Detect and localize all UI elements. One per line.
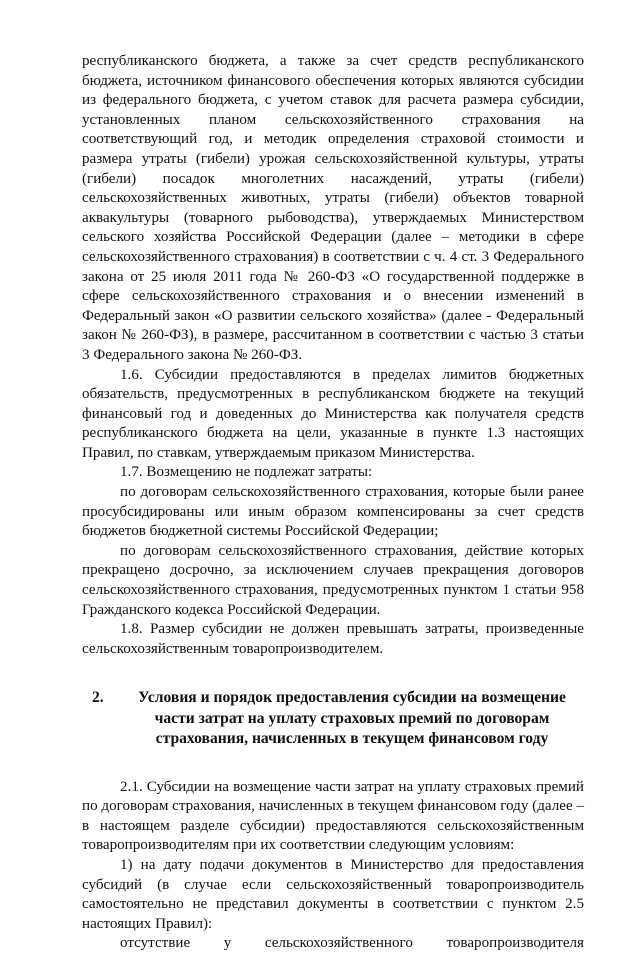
document-page xyxy=(82,52,584,954)
paragraph-1-7-item-1: по договорам сельскохозяйственного страхования, которые были ранее просубсидированы или иным образом компенсированы за счет средств бюджетов бюджетной системы Российской Федерации; xyxy=(82,484,584,540)
section-title: Условия и порядок предоставления субсидии на возмещение части затрат на уплату страховых премий по договорам страхования, начисленных в текущем финансовом году xyxy=(138,689,566,748)
paragraph-2-1: 2.1. Субсидии на возмещение части затрат на уплату страховых премий по договорам страхования, начисленных в текущем финансовом году (далее – в настоящем разделе субсидии) предоставляются сельскохозяйственным товаропроизводителям при их соответствии следующим условиям: xyxy=(82,778,584,854)
paragraph-1-7-item-2: по договорам сельскохозяйственного страхования, действие которых прекращено досрочно, за исключением случаев прекращения договоров сельскохозяйственного страхования, предусмотренных пунктом 1 статьи 958 Гражданского кодекса Российской Федерации. xyxy=(82,542,584,618)
paragraph-1-8: 1.8. Размер субсидии не должен превышать затраты, произведенные сельскохозяйственным товаропроизводителем. xyxy=(82,621,584,657)
paragraph-2-1-item-1: 1) на дату подачи документов в Министерство для предоставления субсидий (в случае если сельскохозяйственный товаропроизводитель самостоятельно не представил документы в соответствии с пунктом 2.5 настоящих Правил): xyxy=(82,857,584,932)
section-number: 2. xyxy=(92,689,104,707)
paragraph-1-5-continuation: республиканского бюджета, а также за счет средств республиканского бюджета, источником финансового обеспечения которых являются субсидии из федерального бюджета, с учетом ставок для расчета размера субсидии, установленных планом сельскохозяйственного страхования на соответствующий год, и методик определения страховой стоимости и размера утраты (гибели) урожая сельскохозяйственной культуры, утраты (гибели) посадок многолетних насаждений, утраты (гибели) сельскохозяйственных животных, утраты (гибели) объектов товарной аквакультуры (товарного рыбоводства), утверждаемых Министерством сельского хозяйства Российской Федерации (далее – методики в сфере сельскохозяйственного страхования) в соответствии с ч. 4 ст. 3 Федерального закона от 25 июля 2011 года № 260-ФЗ «О государственной поддержке в сфере сельскохозяйственного страхования и о внесении изменений в Федеральный закон «О развитии сельского хозяйства» (далее - Федеральный закон № 260-ФЗ), в размере, рассчитанном в соответствии с частью 3 статьи 3 Федерального закона № 260-ФЗ. xyxy=(82,53,584,363)
paragraph-1-6: 1.6. Субсидии предоставляются в пределах лимитов бюджетных обязательств, предусмотренных в республиканском бюджете на текущий финансовый год и доведенных до Министерства как получателя средств республиканского бюджета на цели, указанные в пункте 1.3 настоящих Правил, по ставкам, утверждаемым приказом Министерства. xyxy=(82,366,584,461)
paragraph-2-1-item-1-continuation: отсутствие у сельскохозяйственного товаропроизводителя xyxy=(120,935,584,952)
paragraph-1-7: 1.7. Возмещению не подлежат затраты: xyxy=(120,464,373,481)
section-2-heading xyxy=(82,688,584,749)
